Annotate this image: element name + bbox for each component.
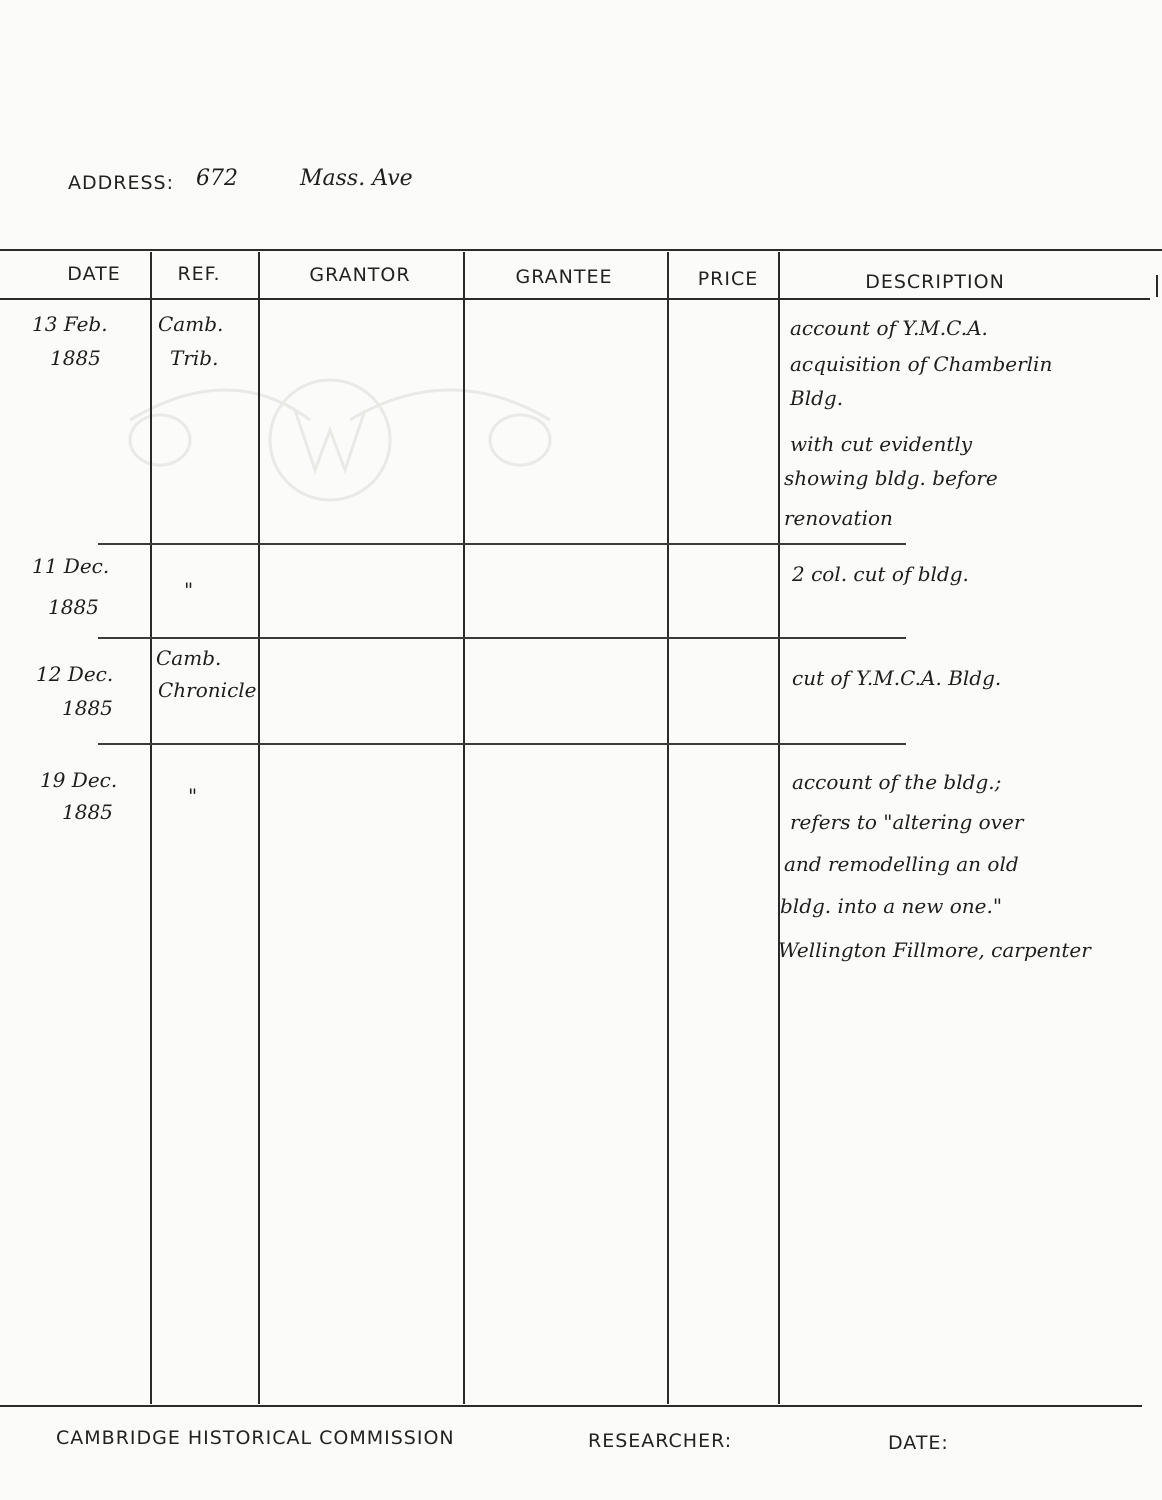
- entry-3-date-day: 12 Dec.: [36, 662, 114, 686]
- entry-1-description-line-3: Bldg.: [790, 386, 844, 410]
- entry-4-description-line-1: account of the bldg.;: [792, 770, 1002, 794]
- entry-1-ref-line-1: Camb.: [158, 312, 224, 336]
- entry-3-ref-line-1: Camb.: [156, 646, 222, 670]
- entry-3-ref-line-2: Chronicle: [158, 678, 257, 702]
- entry-2-description-line-1: 2 col. cut of bldg.: [792, 562, 969, 586]
- entry-4-date-year: 1885: [62, 800, 113, 824]
- column-header-price: PRICE: [697, 268, 759, 290]
- row-separator-2: [98, 637, 906, 639]
- entry-1-ref-line-2: Trib.: [170, 346, 219, 370]
- entry-4-description-line-3: and remodelling an old: [784, 852, 1019, 876]
- table-bottom-border: [0, 1405, 1142, 1407]
- column-header-date: DATE: [67, 263, 121, 285]
- address-street: Mass. Ave: [300, 166, 413, 191]
- column-header-description: DESCRIPTION: [865, 271, 1005, 293]
- entry-4-date-day: 19 Dec.: [40, 768, 118, 792]
- entry-1-description-line-1: account of Y.M.C.A.: [790, 316, 988, 340]
- column-divider-3: [463, 252, 465, 1404]
- column-divider-2: [258, 252, 260, 1404]
- entry-2-date-year: 1885: [48, 595, 99, 619]
- entry-2-date-day: 11 Dec.: [32, 554, 110, 578]
- table-top-border: [0, 249, 1162, 251]
- row-separator-1: [98, 543, 906, 545]
- watermark-emblem: [90, 300, 710, 600]
- header-bottom-border: [0, 298, 1150, 300]
- footer-date-label: DATE:: [888, 1432, 949, 1454]
- column-divider-4: [667, 252, 669, 1404]
- column-header-ref: REF.: [177, 263, 221, 285]
- entry-2-ref-ditto: ": [184, 578, 194, 602]
- column-divider-1: [150, 252, 152, 1404]
- entry-4-description-line-5: Wellington Fillmore, carpenter: [778, 938, 1091, 962]
- footer-researcher-label: RESEARCHER:: [588, 1430, 733, 1452]
- entry-1-description-line-2: acquisition of Chamberlin: [790, 352, 1053, 376]
- entry-4-description-line-4: bldg. into a new one.": [780, 894, 1003, 918]
- row-separator-3: [98, 743, 906, 745]
- column-header-grantor: GRANTOR: [309, 264, 411, 286]
- address-number: 672: [196, 166, 238, 191]
- entry-1-date-day: 13 Feb.: [32, 312, 108, 336]
- footer-commission-name: CAMBRIDGE HISTORICAL COMMISSION: [56, 1427, 455, 1449]
- address-label: ADDRESS:: [68, 172, 174, 194]
- column-header-grantee: GRANTEE: [515, 266, 613, 288]
- entry-1-description-line-6: renovation: [784, 506, 893, 530]
- entry-4-ref-ditto: ": [188, 784, 198, 808]
- entry-4-description-line-2: refers to "altering over: [790, 810, 1024, 834]
- right-edge-mark: [1156, 275, 1158, 297]
- entry-1-description-line-4: with cut evidently: [790, 432, 973, 456]
- entry-1-date-year: 1885: [50, 346, 101, 370]
- column-divider-5: [778, 252, 780, 1404]
- entry-3-description-line-1: cut of Y.M.C.A. Bldg.: [792, 666, 1002, 690]
- entry-1-description-line-5: showing bldg. before: [784, 466, 998, 490]
- entry-3-date-year: 1885: [62, 696, 113, 720]
